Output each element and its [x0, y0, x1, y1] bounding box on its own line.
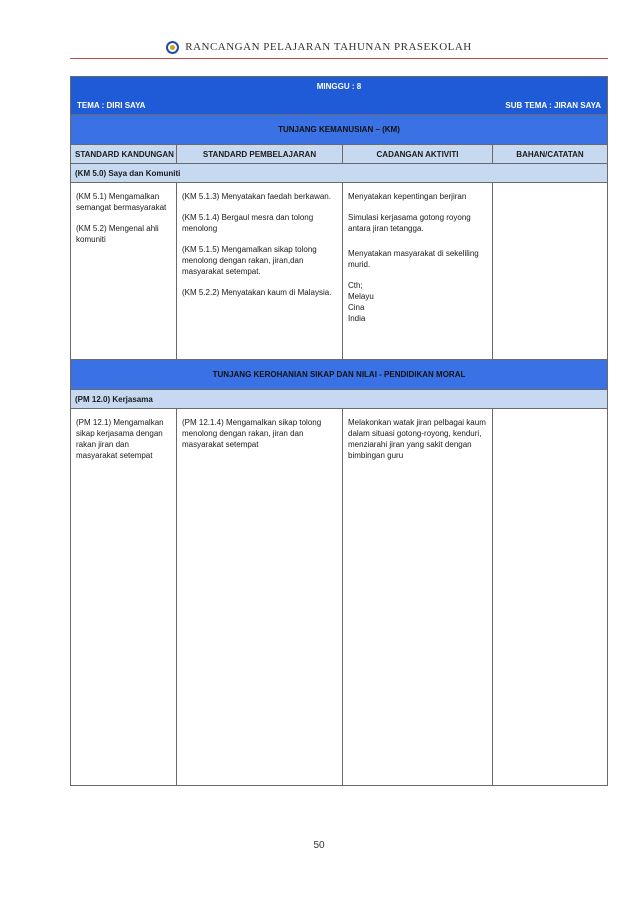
pm-section-row [71, 390, 607, 409]
pm-kandungan-1: (PM 12.1) Mengamalkan sikap kerjasama dengan rakan jiran dan masyarakat setempat [76, 418, 164, 460]
km-aktiviti-4: Cth; Melayu Cina India [348, 281, 374, 323]
km-section-label: (KM 5.0) Saya dan Komuniti [75, 168, 181, 178]
pm-section-label: (PM 12.0) Kerjasama [75, 394, 153, 404]
column-header-kandungan: STANDARD KANDUNGAN [71, 145, 177, 163]
pm-bahan-cell [493, 409, 607, 785]
pillar-km-label: TUNJANG KEMANUSIAN – (KM) [278, 125, 400, 134]
theme-band [71, 97, 607, 115]
km-pembelajaran-2: (KM 5.1.4) Bergaul mesra dan tolong menolong [182, 213, 314, 233]
column-header-pembelajaran: STANDARD PEMBELAJARAN [177, 145, 343, 163]
lesson-plan-table [70, 76, 608, 786]
km-aktiviti-2: Simulasi kerjasama gotong royong antara jiran tetangga. [348, 213, 471, 233]
pillar-pm-header [71, 360, 607, 390]
column-header-aktiviti: CADANGAN AKTIVITI [343, 145, 493, 163]
pm-kandungan-cell [71, 409, 177, 785]
week-band [71, 77, 607, 97]
km-section-row [71, 164, 607, 183]
km-aktiviti-cell [343, 183, 493, 359]
pm-aktiviti-1: Melakonkan watak jiran pelbagai kaum dalam situasi gotong-royong, kenduri, menziarahi jiran yang sakit dengan bimbingan guru [348, 418, 486, 460]
ministry-logo-icon [166, 41, 179, 54]
km-kandungan-cell [71, 183, 177, 359]
theme-label: TEMA : DIRI SAYA [77, 101, 146, 110]
km-content-row [71, 183, 607, 360]
pillar-km-header [71, 115, 607, 145]
km-pembelajaran-4: (KM 5.2.2) Menyatakan kaum di Malaysia. [182, 288, 332, 297]
document-title: RANCANGAN PELAJARAN TAHUNAN PRASEKOLAH [185, 41, 472, 53]
km-bahan-cell [493, 183, 607, 359]
sub-theme-label: SUB TEMA : JIRAN SAYA [505, 101, 601, 110]
km-pembelajaran-cell [177, 183, 343, 359]
column-headers [71, 145, 607, 164]
km-pembelajaran-1: (KM 5.1.3) Menyatakan faedah berkawan. [182, 192, 331, 201]
km-aktiviti-1: Menyatakan kepentingan berjiran [348, 192, 467, 201]
km-pembelajaran-3: (KM 5.1.5) Mengamalkan sikap tolong menolong dengan rakan, jiran,dan masyarakat setempat. [182, 245, 317, 276]
pm-pembelajaran-cell [177, 409, 343, 785]
km-aktiviti-3: Menyatakan masyarakat di sekeliling murid. [348, 249, 479, 269]
pm-aktiviti-cell [343, 409, 493, 785]
km-kandungan-2: (KM 5.2) Mengenal ahli komuniti [76, 224, 159, 244]
pm-pembelajaran-1: (PM 12.1.4) Mengamalkan sikap tolong menolong dengan rakan, jiran dan masyarakat setempat [182, 418, 322, 449]
page-number: 50 [313, 840, 325, 851]
week-label: MINGGU : 8 [316, 82, 362, 91]
pillar-pm-label: TUNJANG KEROHANIAN SIKAP DAN NILAI - PENDIDIKAN MORAL [212, 370, 466, 379]
page-header [0, 38, 638, 56]
pm-content-row [71, 409, 607, 785]
km-kandungan-1: (KM 5.1) Mengamalkan semangat bermasyarakat [76, 192, 167, 212]
column-header-bahan: BAHAN/CATATAN [516, 149, 584, 159]
header-divider [70, 58, 608, 59]
